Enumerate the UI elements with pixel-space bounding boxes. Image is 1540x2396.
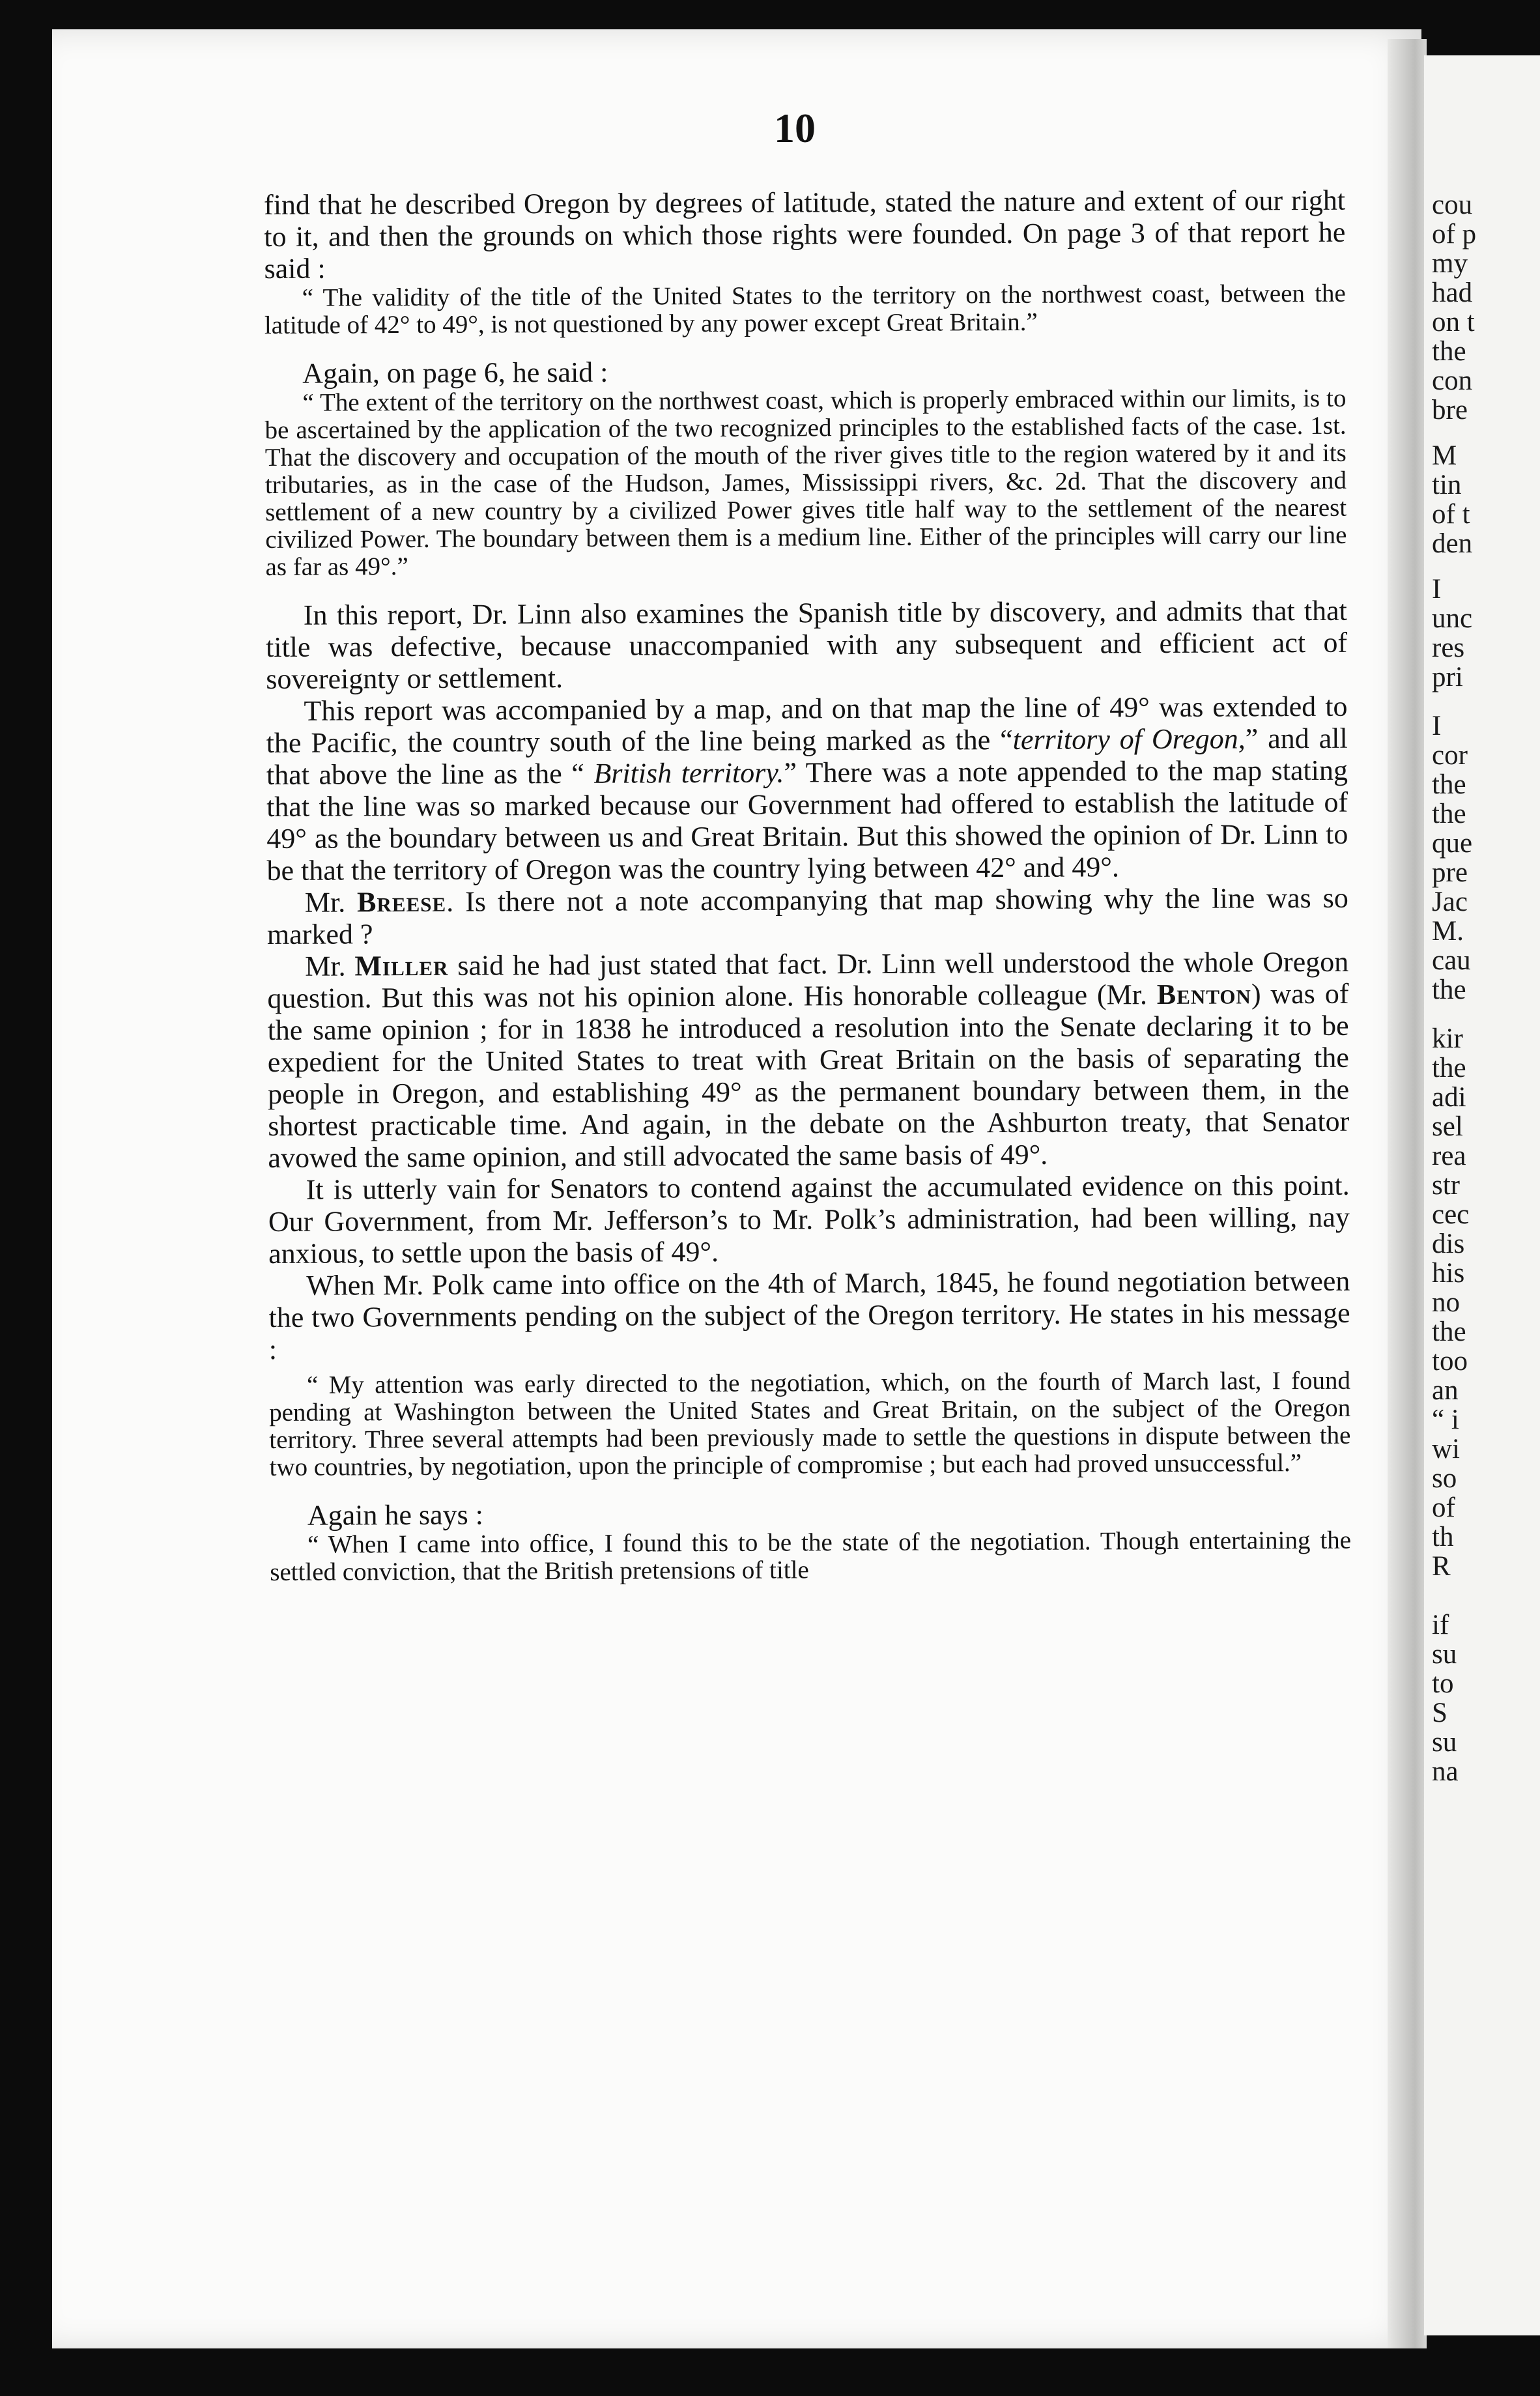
text-run: ) was of the same opinion ; for in 1838 he introduced a resolution into the Senate declaring it to be expedient for the United States to treat with Great Britain on the basis of separating the people in Oregon, and establishing 49° as the permanent boundary between them, in the shortest practicable time. And again, in the debate on the Ashburton treaty, that Senator avowed the same opinion, and still advocated the same basis of 49°. xyxy=(267,977,1350,1174)
facing-page-fragment: kir xyxy=(1432,1023,1463,1054)
facing-page-fragment: of t xyxy=(1432,499,1470,530)
quoted-paragraph: “ When I came into office, I found this to be the state of the negotiation. Though entertaining the settled conviction, that the British pretensions of title xyxy=(270,1526,1352,1586)
facing-page-fragment: wi xyxy=(1432,1434,1460,1464)
page-body-text xyxy=(264,184,1351,1586)
facing-page-fragment: su xyxy=(1432,1727,1457,1758)
paragraph: Again, on page 6, he said : xyxy=(302,356,608,390)
facing-page-fragment: the xyxy=(1432,975,1466,1005)
facing-page-fragment: cau xyxy=(1432,945,1471,976)
facing-page-fragment: den xyxy=(1432,528,1473,559)
facing-page-fragment: I xyxy=(1432,711,1442,741)
facing-page-fragment: the xyxy=(1432,1053,1466,1083)
text-run: Mr. xyxy=(304,886,358,919)
facing-page-fragment: bre xyxy=(1432,395,1468,425)
facing-page-fragment: dis xyxy=(1432,1229,1465,1259)
facing-page-fragment: unc xyxy=(1432,603,1473,634)
facing-page-fragment: if xyxy=(1432,1610,1449,1640)
facing-page-fragment: adi xyxy=(1432,1082,1466,1113)
facing-page-fragment: on t xyxy=(1432,307,1475,337)
quoted-paragraph: “ My attention was early directed to the negotiation, which, on the fourth of March last, I found pending at Washington between the United States and Great Britain, on the subject of the Oregon territory. Three several attempts had been previously made to settle the questions in dispute between the two countries, by negotiation, upon the principle of compromise ; but each had proved unsuccessful.” xyxy=(269,1366,1351,1481)
paragraph xyxy=(266,691,1348,887)
speaker-name: Miller xyxy=(354,949,449,982)
facing-page-fragment: so xyxy=(1432,1463,1457,1494)
facing-page-fragment: no xyxy=(1432,1287,1460,1318)
facing-page-fragment: que xyxy=(1432,828,1473,859)
facing-page-fragment: “ i xyxy=(1432,1405,1459,1435)
page-number: 10 xyxy=(774,105,816,151)
facing-page-fragment: na xyxy=(1432,1756,1459,1787)
text-run: ” and all that above the line as the “ xyxy=(266,722,1348,791)
paragraph: When Mr. Polk came into office on the 4th of March, 1845, he found negotiation between the two Governments pending on the subject of the Oregon territory. He states in his message : xyxy=(268,1264,1350,1365)
paragraph: It is utterly vain for Senators to contend against the accumulated evidence on this point. Our Government, from Mr. Jefferson’s to Mr. Polk’s administration, had been willing, nay anxious, to settle upon the basis of 49°. xyxy=(268,1169,1350,1270)
text-run: said he had just stated that fact. Dr. Linn well understood the whole Oregon question. But this was not his opinion alone. His honorable colleague (Mr. xyxy=(267,945,1349,1014)
facing-page-fragment: had xyxy=(1432,278,1473,308)
facing-page-fragment: to xyxy=(1432,1668,1454,1699)
facing-page-fragment: rea xyxy=(1432,1141,1466,1171)
italic-text: British territory. xyxy=(593,756,784,790)
quoted-paragraph: “ The extent of the territory on the northwest coast, which is properly embraced within our limits, is to be ascertained by the application of the two recognized principles to the established facts of the case. 1st. That the discovery and occupation of the mouth of the river gives title to the region watered by it and its tributaries, as in the case of the Hudson, James, Mississippi rivers, &c. 2d. That the discovery and settlement of a new country by a civilized Power gives title half way to the settlement of the nearest civilized Power. The boundary between them is a medium line. Either of the principles will carry our line as far as 49°.” xyxy=(264,384,1347,581)
facing-page-fragment: the xyxy=(1432,769,1466,800)
text-run: . Is there not a note accompanying that map showing why the line was so marked ? xyxy=(266,881,1348,950)
facing-page-fragment: pri xyxy=(1432,662,1463,692)
facing-page-fragment: cec xyxy=(1432,1199,1470,1230)
facing-page-fragment: the xyxy=(1432,336,1466,367)
facing-page-fragment: th xyxy=(1432,1522,1454,1552)
facing-page-fragment: of p xyxy=(1432,219,1477,250)
page-gutter xyxy=(1388,39,1427,2348)
facing-page-fragment: his xyxy=(1432,1258,1465,1289)
paragraph: In this report, Dr. Linn also examines the Spanish title by discovery, and admits that that title was defective, because unaccompanied with any subsequent and efficient act of sovereignty or settlement. xyxy=(265,594,1348,695)
facing-page-fragment: too xyxy=(1432,1346,1468,1376)
facing-page-fragment: cou xyxy=(1432,190,1473,220)
facing-page-fragment: S xyxy=(1432,1698,1447,1728)
facing-page-fragment: su xyxy=(1432,1639,1457,1670)
facing-page-fragment: res xyxy=(1432,633,1465,663)
paragraph: Again he says : xyxy=(307,1498,484,1532)
facing-page-fragment: the xyxy=(1432,799,1466,829)
facing-page-fragment: R xyxy=(1432,1551,1451,1582)
facing-page-fragment: tin xyxy=(1432,470,1462,500)
speaker-name: Breese xyxy=(357,885,447,919)
text-run: This report was accompanied by a map, and on that map the line of 49° was extended to the Pacific, the country south of the line being marked as the “ xyxy=(266,690,1348,759)
paragraph xyxy=(267,882,1348,950)
facing-page-fragment: cor xyxy=(1432,740,1468,771)
speaker-name: Benton xyxy=(1156,978,1251,1011)
facing-page-fragment: con xyxy=(1432,365,1473,396)
paragraph xyxy=(267,946,1349,1174)
facing-page-fragment: pre xyxy=(1432,857,1468,888)
facing-page-fragment: Jac xyxy=(1432,887,1468,917)
quoted-paragraph: “ The validity of the title of the United States to the territory on the northwest coast, between the latitude of 42° to 49°, is not questioned by any power except Great Britain.” xyxy=(264,279,1346,339)
italic-text: territory of Oregon, xyxy=(1012,722,1246,756)
facing-page-fragment: the xyxy=(1432,1317,1466,1347)
facing-page-fragment: M xyxy=(1432,440,1457,471)
paragraph: find that he described Oregon by degrees of latitude, stated the nature and extent of our right to it, and then the grounds on which those rights were founded. On page 3 of that report he said : xyxy=(264,184,1346,285)
facing-page-fragment: of xyxy=(1432,1492,1455,1523)
facing-page-fragment: str xyxy=(1432,1170,1460,1201)
facing-page-fragment: I xyxy=(1432,574,1442,605)
text-run: Mr. xyxy=(305,950,355,982)
facing-page-fragment: M. xyxy=(1432,916,1464,947)
facing-page-fragment: sel xyxy=(1432,1111,1463,1142)
facing-page-fragment: an xyxy=(1432,1375,1459,1406)
text-run: ” There was a note appended to the map stating that the line was so marked because our Government had offered to establish the latitude of 49° as the boundary between us and Great Britain. But this showed the opinion of Dr. Linn to be that the territory of Oregon was the country lying between 42° and 49°. xyxy=(266,754,1348,887)
facing-page-fragment: my xyxy=(1432,248,1468,279)
